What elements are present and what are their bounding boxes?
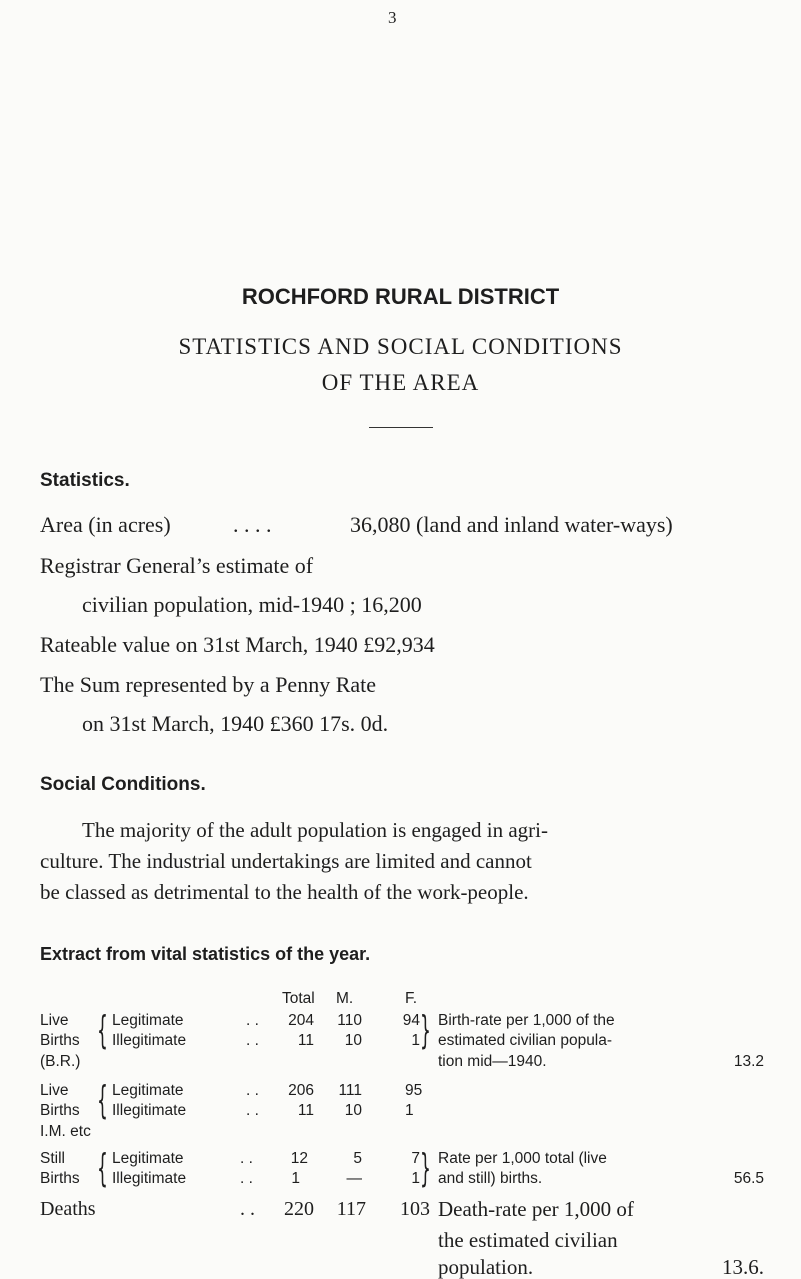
col-header-total: Total (282, 990, 315, 1007)
still-rate-note-1: Rate per 1,000 total (live (438, 1150, 607, 1167)
deaths-f: 103 (400, 1198, 430, 1220)
live-im-illegit-label: Illegitimate (112, 1102, 187, 1119)
area-value: 36,080 (land and inland water-ways) (350, 512, 673, 537)
subtitle-line-1: STATISTICS AND SOCIAL CONDITIONS (178, 334, 623, 359)
live-br-legit-total: 204 (288, 1012, 314, 1029)
live-im-illegit-total: 11 (297, 1102, 314, 1119)
page-number: 3 (388, 8, 397, 27)
penny-rate-line-2: on 31st March, 1940 £360 17s. 0d. (82, 711, 389, 736)
death-rate-note-1: Death-rate per 1,000 of (438, 1197, 634, 1221)
live-br-legit-label: Legitimate (112, 1012, 184, 1029)
deaths-total: 220 (284, 1198, 314, 1220)
live-im-legit-label: Legitimate (112, 1082, 184, 1099)
rateable-value: Rateable value on 31st March, 1940 £92,934 (40, 632, 435, 657)
still-illegit-total: 1 (291, 1170, 300, 1187)
live-im-illegit-f: 1 (405, 1102, 414, 1119)
still-rate-value: 56.5 (733, 1170, 764, 1187)
brace-icon: { (97, 1078, 108, 1122)
live-im-label-1: Live (40, 1082, 69, 1099)
death-rate-note-3: population. (438, 1255, 534, 1279)
statistics-heading: Statistics. (40, 470, 130, 491)
birth-rate-value: 13.2 (733, 1053, 764, 1070)
still-label-1: Still (40, 1150, 65, 1167)
live-im-illegit-m: 10 (344, 1102, 362, 1119)
still-rate-note-2: and still) births. (438, 1170, 543, 1187)
col-header-f: F. (405, 990, 418, 1007)
brace-icon: { (97, 1008, 108, 1052)
live-br-label-2: Births (40, 1032, 80, 1049)
brace-icon: { (97, 1146, 108, 1190)
live-im-label-2: Births (40, 1102, 80, 1119)
still-illegit-m: — (346, 1170, 362, 1187)
social-line-1: The majority of the adult population is engaged in agri- (82, 818, 548, 842)
still-legit-label: Legitimate (112, 1150, 184, 1167)
live-br-illegit-m: 10 (344, 1032, 362, 1049)
birth-rate-note-1: Birth-rate per 1,000 of the (438, 1012, 615, 1029)
live-br-label-3: (B.R.) (40, 1053, 81, 1070)
area-leader-dots: . . . . (233, 512, 272, 537)
social-line-2: culture. The industrial undertakings are limited and cannot (40, 849, 532, 873)
live-im-legit-f: 95 (405, 1082, 423, 1099)
live-im-legit-total: 206 (288, 1082, 314, 1099)
population-line-2: civilian population, mid-1940 ; 16,200 (82, 592, 422, 617)
live-br-legit-m: 110 (337, 1012, 362, 1029)
birth-rate-note-2: estimated civilian popula- (438, 1032, 613, 1049)
deaths-leader-dots: . . (240, 1198, 255, 1220)
still-illegit-label: Illegitimate (112, 1170, 187, 1187)
still-label-2: Births (40, 1170, 80, 1187)
deaths-label: Deaths (40, 1198, 96, 1220)
still-legit-m: 5 (353, 1150, 362, 1167)
live-br-illegit-f: 1 (411, 1032, 420, 1049)
death-rate-note-2: the estimated civilian (438, 1228, 618, 1252)
still-illegit-f: 1 (411, 1170, 420, 1187)
still-legit-total: 12 (290, 1150, 308, 1167)
penny-rate-line-1: The Sum represented by a Penny Rate (40, 672, 377, 697)
live-br-illegit-label: Illegitimate (112, 1032, 187, 1049)
live-br-label-1: Live (40, 1012, 69, 1029)
page-title: ROCHFORD RURAL DISTRICT (241, 284, 560, 309)
population-line-1: Registrar General’s estimate of (40, 553, 314, 578)
brace-icon: } (420, 1146, 431, 1190)
deaths-m: 117 (336, 1198, 366, 1220)
subtitle-line-2: OF THE AREA (321, 370, 480, 395)
brace-icon: } (420, 1008, 431, 1052)
social-heading: Social Conditions. (40, 774, 206, 795)
live-im-legit-m: 111 (338, 1082, 362, 1099)
still-legit-f: 7 (411, 1150, 420, 1167)
divider-rule (369, 427, 433, 428)
extract-heading: Extract from vital statistics of the year. (40, 944, 371, 964)
birth-rate-note-3: tion mid—1940. (438, 1053, 547, 1070)
live-br-illegit-total: 11 (297, 1032, 314, 1049)
live-br-legit-f: 94 (402, 1012, 420, 1029)
social-line-3: be classed as detrimental to the health of the work-people. (40, 880, 529, 904)
death-rate-value: 13.6. (722, 1255, 764, 1279)
area-label: Area (in acres) (40, 512, 171, 537)
live-im-label-3: I.M. etc (40, 1123, 91, 1140)
col-header-m: M. (336, 990, 354, 1007)
